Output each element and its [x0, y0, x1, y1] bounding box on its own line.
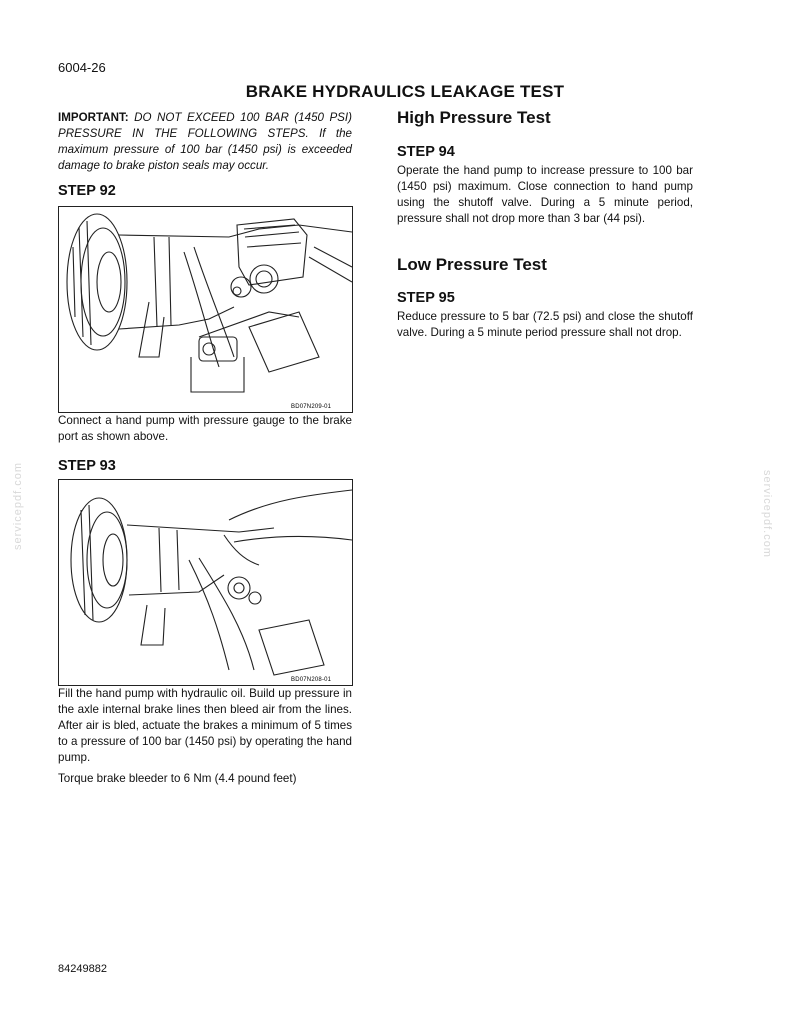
- step-93-figure-code: BD07N208-01: [291, 677, 332, 683]
- important-note: [58, 110, 352, 174]
- step-93-figure: [58, 479, 353, 686]
- important-text: DO NOT EXCEED 100 BAR (1450 PSI) PRESSURE IN THE FOLLOWING STEPS. If the maximum pressure of 100 bar (1450 psi) is exceeded damage to brake piston seals may occur.: [58, 111, 352, 172]
- step-95-text: Reduce pressure to 5 bar (72.5 psi) and close the shutoff valve. During a 5 minute period pressure shall not drop.: [397, 310, 693, 339]
- low-pressure-heading: Low Pressure Test: [397, 255, 547, 274]
- step-92-figure: [58, 206, 353, 413]
- step-95-heading: STEP 95: [397, 290, 455, 306]
- step-92-heading: STEP 92: [58, 183, 116, 199]
- page-title: BRAKE HYDRAULICS LEAKAGE TEST: [245, 82, 565, 101]
- page-number: 6004-26: [58, 60, 106, 75]
- high-pressure-heading: High Pressure Test: [397, 108, 551, 127]
- watermark-left: servicepdf.com: [12, 462, 24, 550]
- step-93-note: Torque brake bleeder to 6 Nm (4.4 pound feet): [58, 772, 297, 785]
- step-93-text: Fill the hand pump with hydraulic oil. Build up pressure in the axle internal brake lines then bleed air from the lines. After air is bled, actuate the brakes a minimum of 5 times to a pressure of 100 bar (1450 psi) by operating the hand pump.: [58, 687, 352, 764]
- hand-pump-bleeding-illustration: [59, 480, 352, 685]
- watermark-right: servicepdf.com: [761, 470, 773, 558]
- important-label: IMPORTANT:: [58, 111, 129, 124]
- step-94-text: Operate the hand pump to increase pressure to 100 bar (1450 psi) maximum. Close connection to hand pump using the shutoff valve. During a 5 minute period, pressure shall not drop more than 3 bar (44 psi).: [397, 164, 693, 225]
- brake-port-illustration: [59, 207, 352, 412]
- step-93-heading: STEP 93: [58, 458, 116, 474]
- step-92-text: Connect a hand pump with pressure gauge to the brake port as shown above.: [58, 414, 352, 443]
- document-id: 84249882: [58, 963, 107, 975]
- step-92-figure-code: BD07N209-01: [291, 404, 332, 410]
- step-94-heading: STEP 94: [397, 144, 455, 160]
